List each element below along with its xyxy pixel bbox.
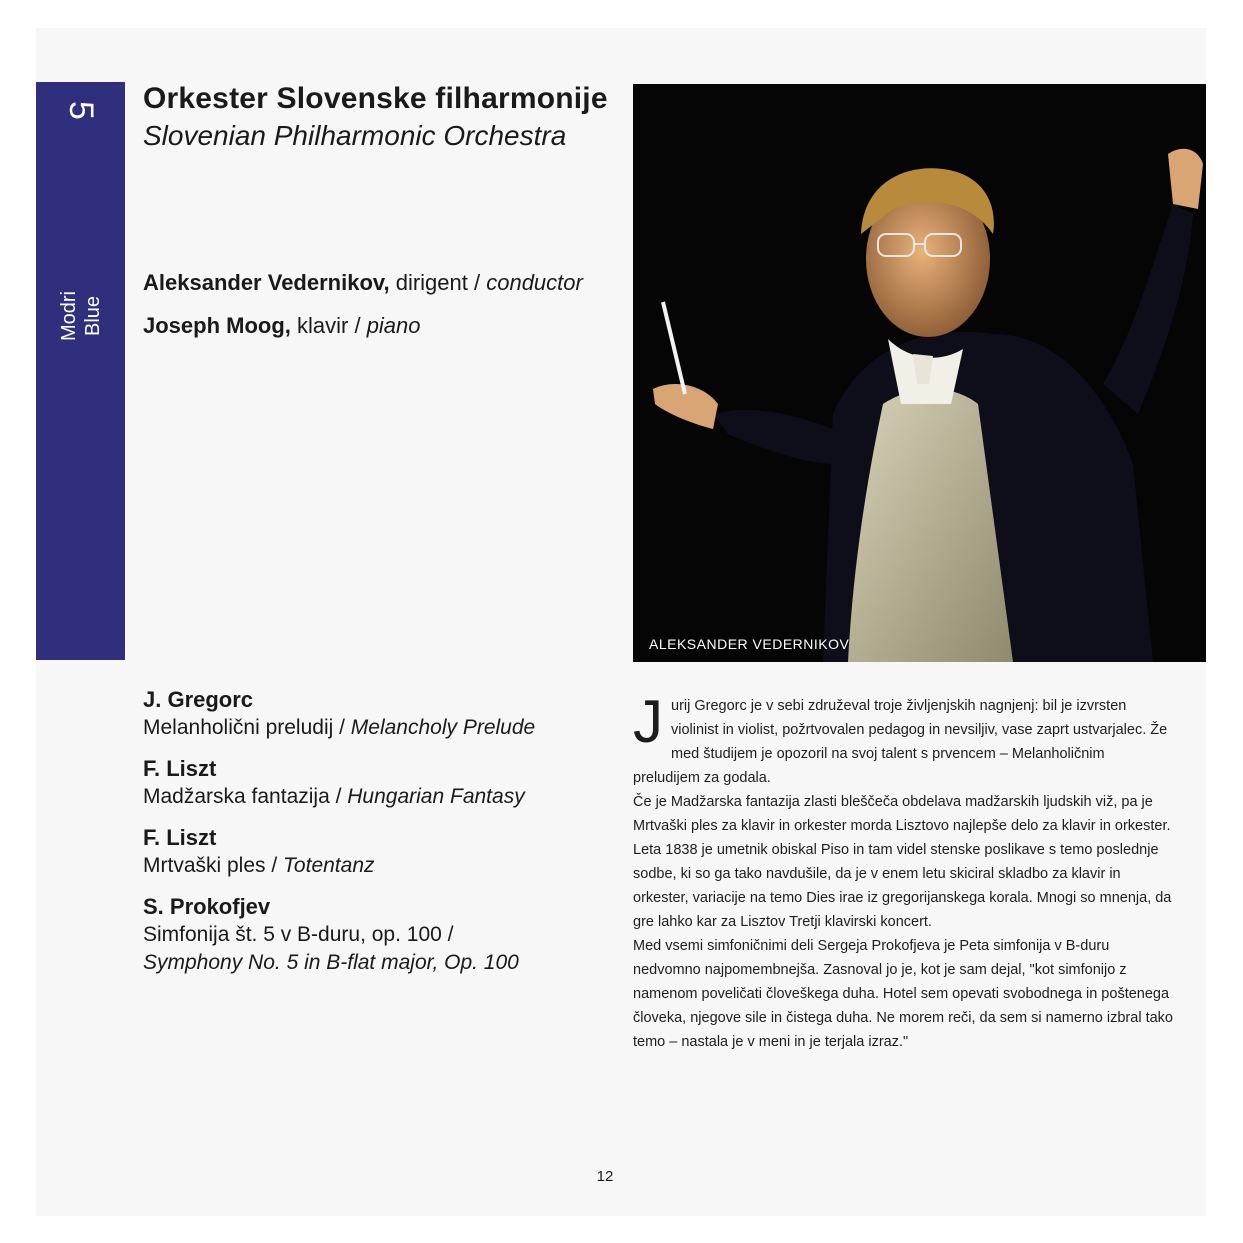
performer-name: Aleksander Vedernikov, xyxy=(143,270,396,295)
composer-notes xyxy=(633,688,1173,1054)
concert-number: 5 xyxy=(62,101,100,120)
notes-paragraph xyxy=(633,688,1173,790)
work-title-local: Mrtvaški ples / xyxy=(143,854,284,877)
orchestra-subtitle: Slovenian Philharmonic Orchestra xyxy=(143,120,567,151)
work-title-en: Hungarian Fantasy xyxy=(347,785,525,808)
program-item xyxy=(143,824,613,880)
performer-role-local: klavir xyxy=(297,313,349,338)
concert-series-tab xyxy=(36,82,125,660)
work-title-local: Melanholični preludij / xyxy=(143,716,351,739)
concert-program xyxy=(143,686,613,990)
photo-caption: ALEKSANDER VEDERNIKOV xyxy=(649,636,850,652)
program-composer: J. Gregorc xyxy=(143,687,254,712)
notes-paragraph-text: urij Gregorc je v sebi združeval troje življenjskih nagnjenj: bil je izvrsten violinist in violist, požrtvovalen pedagog in nevsiljiv, vase zaprt ustvarjalec. Že med študijem je opozoril na svoj talent s prvencem – Melanholičnim preludijem za godala. xyxy=(633,698,1168,786)
work-title-en: Symphony No. 5 in B-flat major, Op. 100 xyxy=(143,951,519,974)
performer-pianist xyxy=(143,313,421,339)
series-label-en: Blue xyxy=(82,295,104,337)
program-composer: S. Prokofjev xyxy=(143,894,271,919)
program-work xyxy=(143,921,553,977)
performer-name: Joseph Moog, xyxy=(143,313,297,338)
notes-paragraph: Med vsemi simfoničnimi deli Sergeja Prokofjeva je Peta simfonija v B-duru nedvomno najpomembnejša. Zasnoval jo je, kot je sam dejal, "kot simfonijo z namenom poveličati človeškega duha. Hotel sem opevati svobodnega in poštenega človeka, njegove sile in čistega duha. Ne morem reči, da sem si namerno izbral tako temo – nastala je v meni in je terjala izraz." xyxy=(633,938,1173,1050)
program-composer: F. Liszt xyxy=(143,756,217,781)
series-label-local: Modri xyxy=(58,291,80,342)
work-title-local: Simfonija št. 5 v B-duru, op. 100 / xyxy=(143,923,454,946)
page-number: 12 xyxy=(596,1168,614,1185)
orchestra-title: Orkester Slovenske filharmonije xyxy=(143,82,608,115)
program-work xyxy=(143,783,613,811)
work-title-en: Totentanz xyxy=(283,854,375,877)
program-item xyxy=(143,686,613,742)
notes-paragraph: Če je Madžarska fantazija zlasti bleščeča obdelava madžarskih ljudskih viž, pa je Mrtvaški ples za klavir in orkester morda Lisztovo najlepše delo za klavir in orkester. Leta 1838 je umetnik obiskal Piso in tam videl stenske poslikave s temo poslednje sodbe, ki so ga tako navdušile, da je v enem letu skiciral skladbo za klavir in orkester, variacije na temo Dies irae iz gregorijanskega korala. Mnogi so mnenja, da gre lahko kar za Lisztov Tretji klavirski koncert. xyxy=(633,794,1172,930)
performer-role-en: piano xyxy=(366,313,421,338)
conductor-illustration xyxy=(633,84,1206,662)
program-composer: F. Liszt xyxy=(143,825,217,850)
work-title-en: Melancholy Prelude xyxy=(350,716,536,739)
program-work xyxy=(143,714,613,742)
role-separator: / xyxy=(467,270,487,295)
program-work xyxy=(143,852,613,880)
performer-conductor xyxy=(143,270,583,296)
performer-role-local: dirigent xyxy=(395,270,468,295)
conductor-photo xyxy=(633,84,1206,662)
performer-role-en: conductor xyxy=(486,270,583,295)
series-label xyxy=(57,277,105,355)
drop-cap: J xyxy=(633,688,663,755)
work-title-local: Madžarska fantazija / xyxy=(143,785,348,808)
program-item xyxy=(143,893,613,977)
program-item xyxy=(143,755,613,811)
role-separator: / xyxy=(348,313,367,338)
